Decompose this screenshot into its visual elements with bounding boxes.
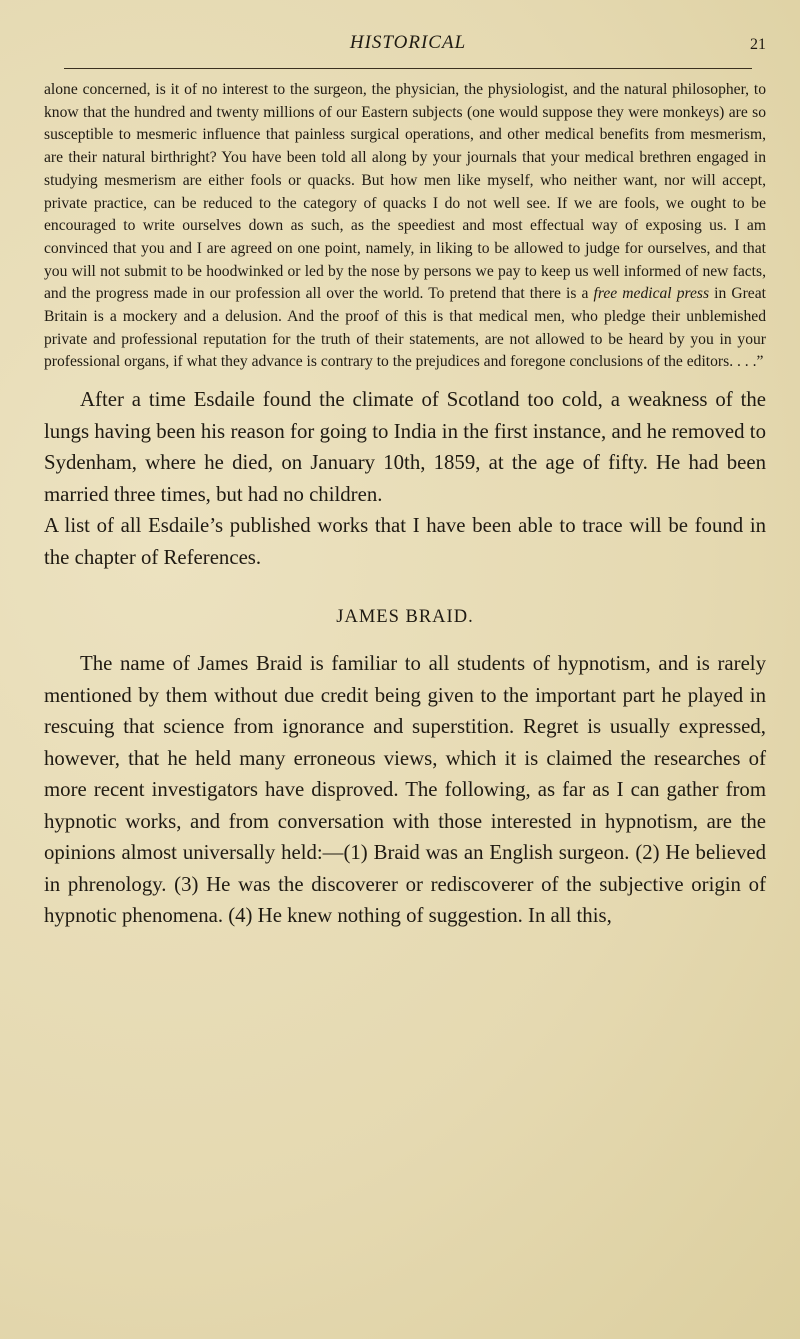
paragraph-esdaile-death: After a time Esdaile found the climate of Scotland too cold, a weakness of the lungs having been his reason for going to India in the first instance, and he removed to Sydenham, where he died, on January 10th, 1859, at the age of fifty. He had been married three times, but had no children. <box>44 388 766 506</box>
book-page <box>44 28 766 932</box>
page-header <box>64 28 766 69</box>
quote-text-part1: alone concerned, is it of no interest to the surgeon, the physician, the physiologist, and the natural philosopher, to know that the hundred and twenty millions of our Eastern subjects (one would suppose they were monkeys) are so susceptible to mesmeric influence that painless surgical operations, and other medical benefits from mesmerism, are their natural birthright? You have been told all along by your journals that your medical brethren engaged in studying mesmerism are either fools or quacks. But how men like myself, who neither want, nor will accept, private practice, can be reduced to the category of quacks I do not well see. If we are fools, we ought to be encouraged to write ourselves down as such, as the speediest and most effectual way of exposing us. I am convinced that you and I are agreed on one point, namely, in liking to be allowed to judge for ourselves, and that you will not submit to be hoodwinked or led by the nose by persons we pay to keep us well informed of new facts, and the progress made in our profession all over the world. To pretend that there is a <box>44 81 766 303</box>
body-text-braid <box>44 648 766 932</box>
running-head: HISTORICAL <box>349 32 467 53</box>
paragraph-braid-intro: The name of James Braid is familiar to all students of hypnotism, and is rarely mentioned by them without due credit being given to the important part he played in rescuing that science from ignorance and superstition. Regret is usually expressed, however, that he held many erroneous views, which it is claimed the researches of more recent investigators have disproved. The following, as far as I can gather from hypnotic works, and from conversation with those interested in hypnotism, are the opinions almost universally held:—(1) Braid was an English surgeon. (2) He believed in phrenology. (3) He was the discoverer or rediscoverer of the subjective origin of hypnotic phenomena. (4) He knew nothing of suggestion. In all this, <box>44 652 766 928</box>
quoted-letter <box>44 79 766 374</box>
section-heading: JAMES BRAID. <box>336 607 474 628</box>
page-number: 21 <box>750 36 766 53</box>
quote-text-part2: in Great Britain is a mockery and a delusion. And the proof of this is that medical men, who pledge their unblemished private and professional reputation for the truth of their statements, are not allowed to be heard by you in your professional organs, if what they advance is contrary to the prejudices and foregone conclusions of the editors. . . .” <box>44 285 766 371</box>
body-text <box>44 384 766 573</box>
paragraph-esdaile-works: A list of all Esdaile’s published works that I have been able to trace will be found in the chapter of References. <box>44 514 766 569</box>
quote-italic-phrase: free medical press <box>593 285 710 303</box>
